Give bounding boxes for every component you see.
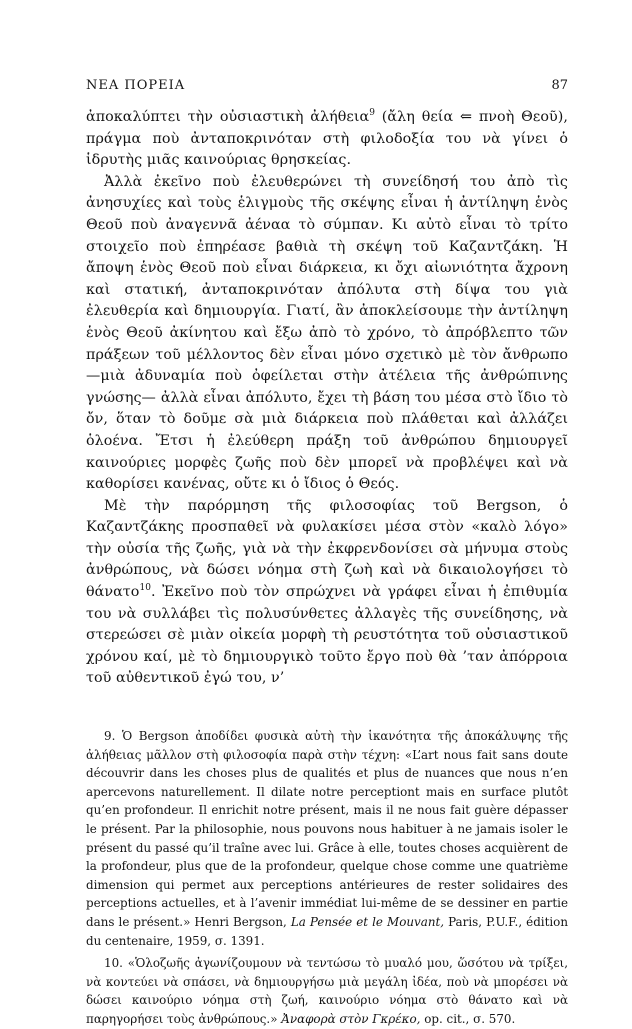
footnote-10-title: Ἀναφορὰ στὸν Γκρέκο,	[281, 1011, 421, 1026]
footnotes	[86, 727, 568, 1029]
page-number: 87	[551, 78, 568, 93]
footnote-9	[86, 727, 568, 950]
footnote-10-text: 10. «Ὁλοζωῆς ἀγωνίζουμουν νὰ τεντώσω τὸ μυαλό μου, ὥσότου νὰ τρίξει, νὰ κοντεύει νὰ σπάσει, νὰ δημιουργήσω μιὰ μεγάλη ἰδέα, ποὺ νὰ μπορέσει νὰ δώσει καινούριο νόημα στὴ ζωή, καινούριο νόημα στὸ θάνατο καὶ νὰ παρηγορήσει τοὺς ἀνθρώπους.»	[86, 956, 568, 1026]
running-title: ΝΕΑ ΠΟΡΕΙΑ	[86, 78, 186, 93]
running-header	[86, 78, 568, 93]
footnote-9-text: 9. Ὁ Bergson ἀποδίδει φυσικὰ αὐτὴ τὴν ἱκανότητα τῆς ἀποκάλυψης τῆς ἀλήθειας μᾶλλον στὴ φιλοσοφία παρὰ στὴν τέχνη: «L’art nous fait sans doute découvrir dans les choses plus de qualités et plus de nuances que nous n’en apercevons naturellement. Il dilate notre perceptiont mais en surface plutôt qu’en profondeur. Il enrichit notre présent, mais il ne nous fait guère dépasser le présent. Par la philosophie, nous pouvons nous habituer à ne jamais isoler le présent du passé qu’il traîne avec lui. Grâce à elle, toutes choses acquièrent de la profondeur, plus que de la profondeur, quelque chose comme une quatrième dimension qui permet aux perceptions antérieures de rester solidaires des perceptions actuelles, et à l’avenir immédiat lui-même de se dessiner en partie dans le présent.» Henri Bergson,	[86, 729, 568, 929]
paragraph-3	[86, 496, 568, 690]
paragraph-2: Ἀλλὰ ἐκεῖνο ποὺ ἐλευθερώνει τὴ συνείδησή του ἀπὸ τὶς ἀνησυχίες καὶ τοὺς ἑλιγμοὺς τῆς σκέψης εἶναι ἡ ἀντίληψη ἑνὸς Θεοῦ ποὺ ἀναγεννᾶ ἀέναα τὸ σύμπαν. Κι αὐτὸ εἶναι τὸ τρίτο στοιχεῖο ποὺ ἐπηρέασε βαθιὰ τὴ σκέψη τοῦ Καζαντζάκη. Ἡ ἄποψη ἑνὸς Θεοῦ ποὺ εἶναι διάρκεια, κι ὄχι αἰωνιότητα ἄχρονη καὶ στατική, ἀνταποκρινόταν ἀπόλυτα στὴ δίψα του γιὰ ἐλευθερία καὶ δημιουργία. Γιατί, ἂν ἀποκλείσουμε τὴν ἀντίληψη ἑνὸς Θεοῦ ἀκίνητου καὶ ἔξω ἀπὸ τὸ χρόνο, τὸ ἀπρόβλεπτο τῶν πράξεων τοῦ μέλλοντος δὲν εἶναι μόνο σχετικὸ μὲ τὸν ἄνθρωπο —μιὰ ἀδυναμία ποὺ ὀφείλεται στὴν ἀτέλεια τῆς ἀνθρώπινης γνώσης— ἀλλὰ εἶναι ἀπόλυτο, ἔχει τὴ βάση του μέσα στὸ ἴδιο τὸ ὄν, ὅταν τὸ δοῦμε σὰ μιὰ διάρκεια ποὺ πλάθεται καὶ ἀλλάζει ὁλοένα. Ἔτσι ἡ ἐλεύθερη πράξη τοῦ ἀνθρώπου δημιουργεῖ καινούριες μορφὲς ζωῆς ποὺ δὲν μπορεῖ νὰ προβλέψει καὶ νὰ καθορίσει κανένας, οὔτε κι ὁ ἴδιος ὁ Θεός.	[86, 173, 568, 493]
paragraph-3-text-cont: . Ἐκεῖνο ποὺ τὸν σπρώχνει νὰ γράφει εἶναι ἡ ἐπιθυμία του νὰ συλλάβει τὶς πολυσύνθετες ἀλλαγὲς τῆς συνείδησης, νὰ στερεώσει σὲ μιὰν οἰκεία μορφὴ τὴ ρευστότητα τοῦ οὐσιαστικοῦ χρόνου καί, μὲ τὸ δημιουργικὸ τοῦτο ἔργο ποὺ θὰ ’ταν ἀπόρροια τοῦ αὐθεντικοῦ ἐγώ του, ν’	[86, 584, 568, 687]
footnote-10-citation: op. cit., σ. 570.	[420, 1011, 516, 1026]
paragraph-3-text: Μὲ τὴν παρόρμηση τῆς φιλοσοφίας τοῦ Bergson, ὁ Καζαντζάκης προσπαθεῖ νὰ φυλακίσει μέσα στὸν «καλὸ λόγο» τὴν οὐσία τῆς ζωῆς, γιὰ νὰ τὴν ἐκφρενδονίσει σὰ μήνυμα στοὺς ἀνθρώπους, νὰ δώσει νόημα στὴ ζωὴ καὶ νὰ δικαιολογήσει τὸ θάνατο	[86, 497, 568, 601]
main-text	[86, 107, 568, 690]
footnote-ref-10: 10	[139, 583, 151, 594]
footnote-9-citation: Paris, P.U.F., édition du centenaire, 1959, σ. 1391.	[86, 914, 569, 948]
book-page	[86, 78, 568, 1029]
footnote-ref-9: 9	[369, 108, 375, 119]
footnote-10	[86, 954, 568, 1028]
paragraph-1-text: ἀποκαλύπτει τὴν οὐσιαστικὴ ἀλήθεια	[86, 109, 370, 125]
footnote-9-title: La Pensée et le Mouvant,	[290, 914, 445, 929]
paragraph-1-text-cont: (ἄλη θεία ⇐ πνοὴ Θεοῦ), πράγμα ποὺ ἀνταποκρινόταν στὴ φιλοδοξία του νὰ γίνει ὁ ἱδρυτὴς μιᾶς καινούριας θρησκείας.	[86, 109, 568, 169]
paragraph-1	[86, 107, 568, 172]
